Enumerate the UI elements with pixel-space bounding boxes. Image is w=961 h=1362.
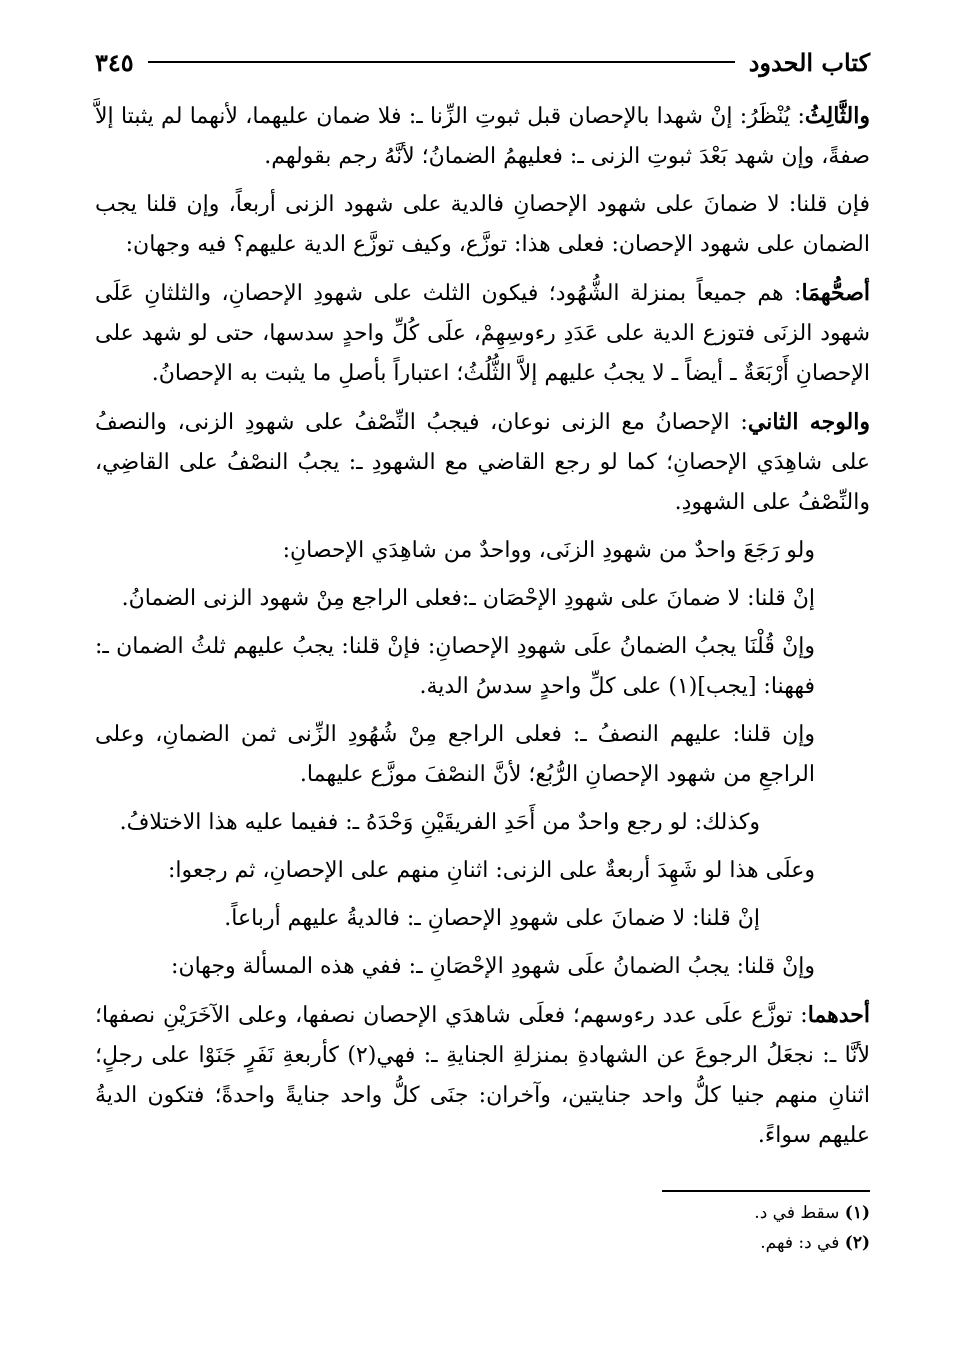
paragraph [95,273,870,394]
paragraph-text: وإنْ قُلْنَا يجبُ الضمانُ علَى شهودِ الإحصانِ: فإنْ قلنا: يجبُ عليهم ثلثُ الضمان ـ: فههنا: [يجب](١) على كلِّ واحدٍ سدسُ الدية. [95,634,815,699]
paragraph [95,185,870,265]
paragraph [95,531,870,571]
footnote: (١) سقط في د. [754,1203,870,1223]
paragraph-lead: والوجه الثاني [747,409,870,435]
paragraph-text: فإن قلنا: لا ضمانَ على شهود الإحصانِ فالدية على شهود الزنى أربعاً، وإن قلنا يجب الضمان على شهود الإحصان: فعلى هذا: توزَّع، وكيف توزَّع الدية عليهم؟ فيه وجهان: [95,192,870,257]
paragraph [95,851,870,891]
footnotes [95,1190,870,1258]
running-header [95,40,870,84]
paragraph-lead: والثَّالِثُ [804,103,870,129]
paragraph-text: : هم جميعاً بمنزلة الشُّهُود؛ فيكون الثلث على شهودِ الإحصانِ، والثلثانِ عَلَى شهود الزنَى فتوزع الدية على عَدَدِ رءوسِهِمْ، علَى كُلِّ واحدٍ سدسها، حتى لو شهد على الإحصانِ أَرْبَعَةٌ ـ أيضاً ـ لا يجبُ عليهم إلاَّ الثُّلُثُ؛ اعتباراً بأصلِ ما يثبت به الإحصانُ. [95,281,870,386]
paragraph-text: وكذلك: لو رجع واحدٌ من أَحَدِ الفريقَيْنِ وَحْدَهُ ـ: ففيما عليه هذا الاختلافُ. [119,810,760,835]
paragraph-text: وعلَى هذا لو شَهِدَ أربعةٌ على الزنى: اثنانِ منهم على الإحصانِ، ثم رجعوا: [167,858,815,883]
paragraph [95,947,870,987]
paragraph [95,402,870,523]
footnote-rule [662,1190,870,1192]
paragraph-text: وإن قلنا: عليهم النصفُ ـ: فعلى الراجع مِنْ شُهُودِ الزِّنى ثمن الضمانِ، وعلى الراجعِ من شهود الإحصانِ الرُّبُع؛ لأنَّ النصْفَ موزَّع عليهما. [95,722,815,787]
paragraph-lead: أحدهما [807,1002,870,1028]
page-number: ٣٤٥ [95,47,134,77]
paragraph-text: وإنْ قلنا: يجبُ الضمانُ علَى شهودِ الإحْصَانِ ـ: ففي هذه المسألة وجهان: [171,954,815,979]
paragraph-lead: أصحُّهمَا [801,280,870,306]
paragraph [95,803,870,843]
paragraph-text: إنْ قلنا: لا ضمانَ على شهودِ الإحْصَان ـ:فعلى الراجع مِنْ شهود الزنى الضمانُ. [121,586,815,611]
paragraph-text: : الإحصانُ مع الزنى نوعان، فيجبُ النِّصْفُ على شهودِ الزنى، والنصفُ على شاهِدَي الإحصانِ؛ كما لو رجع القاضي مع الشهودِ ـ: يجبُ النصْفُ على القاضِي، والنِّصْفُ على الشهودِ. [95,410,870,515]
book-title: كتاب الحدود [748,47,870,77]
paragraph [95,96,870,177]
paragraph [95,579,870,619]
body-text [95,96,870,1156]
paragraph-text: : يُنْظَرُ: إنْ شهدا بالإحصان قبل ثبوتِ الزِّنا ـ: فلا ضمان عليهما، لأنهما لم يثبتا إلاَّ صفةً، وإن شهد بَعْدَ ثبوتِ الزنى ـ: فعليهمُ الضمانُ؛ لأنَّهُ رجم بقولهم. [95,104,870,169]
paragraph-text: : توزَّع علَى عدد رءوسهم؛ فعلَى شاهدَي الإحصان نصفها، وعلى الآخَرَيْنِ نصفها؛ لأنَّا ـ: نجعَلُ الرجوعَ عن الشهادةِ بمنزلةِ الجنايةِ ـ: فهي(٢) كأربعةِ نَفَرٍ جَنَوْا على رجلٍ؛ اثنانِ منهم جنيا كلُّ واحد جنايتين، وآخران: جنَى كلُّ واحد جنايةً واحدةً؛ فتكون الديةُ عليهم سواءً. [95,1003,870,1148]
paragraph-text: إنْ قلنا: لا ضمانَ على شهودِ الإحصانِ ـ: فالديةُ عليهم أرباعاً. [224,906,760,931]
header-rule [148,61,735,63]
page [95,40,870,1164]
paragraph [95,899,870,939]
footnote: (٢) في د: فهم. [760,1233,870,1253]
paragraph [95,627,870,707]
paragraph [95,995,870,1156]
paragraph [95,715,870,795]
paragraph-text: ولو رَجَعَ واحدٌ من شهودِ الزنَى، وواحدٌ من شاهِدَي الإحصانِ: [282,538,815,563]
